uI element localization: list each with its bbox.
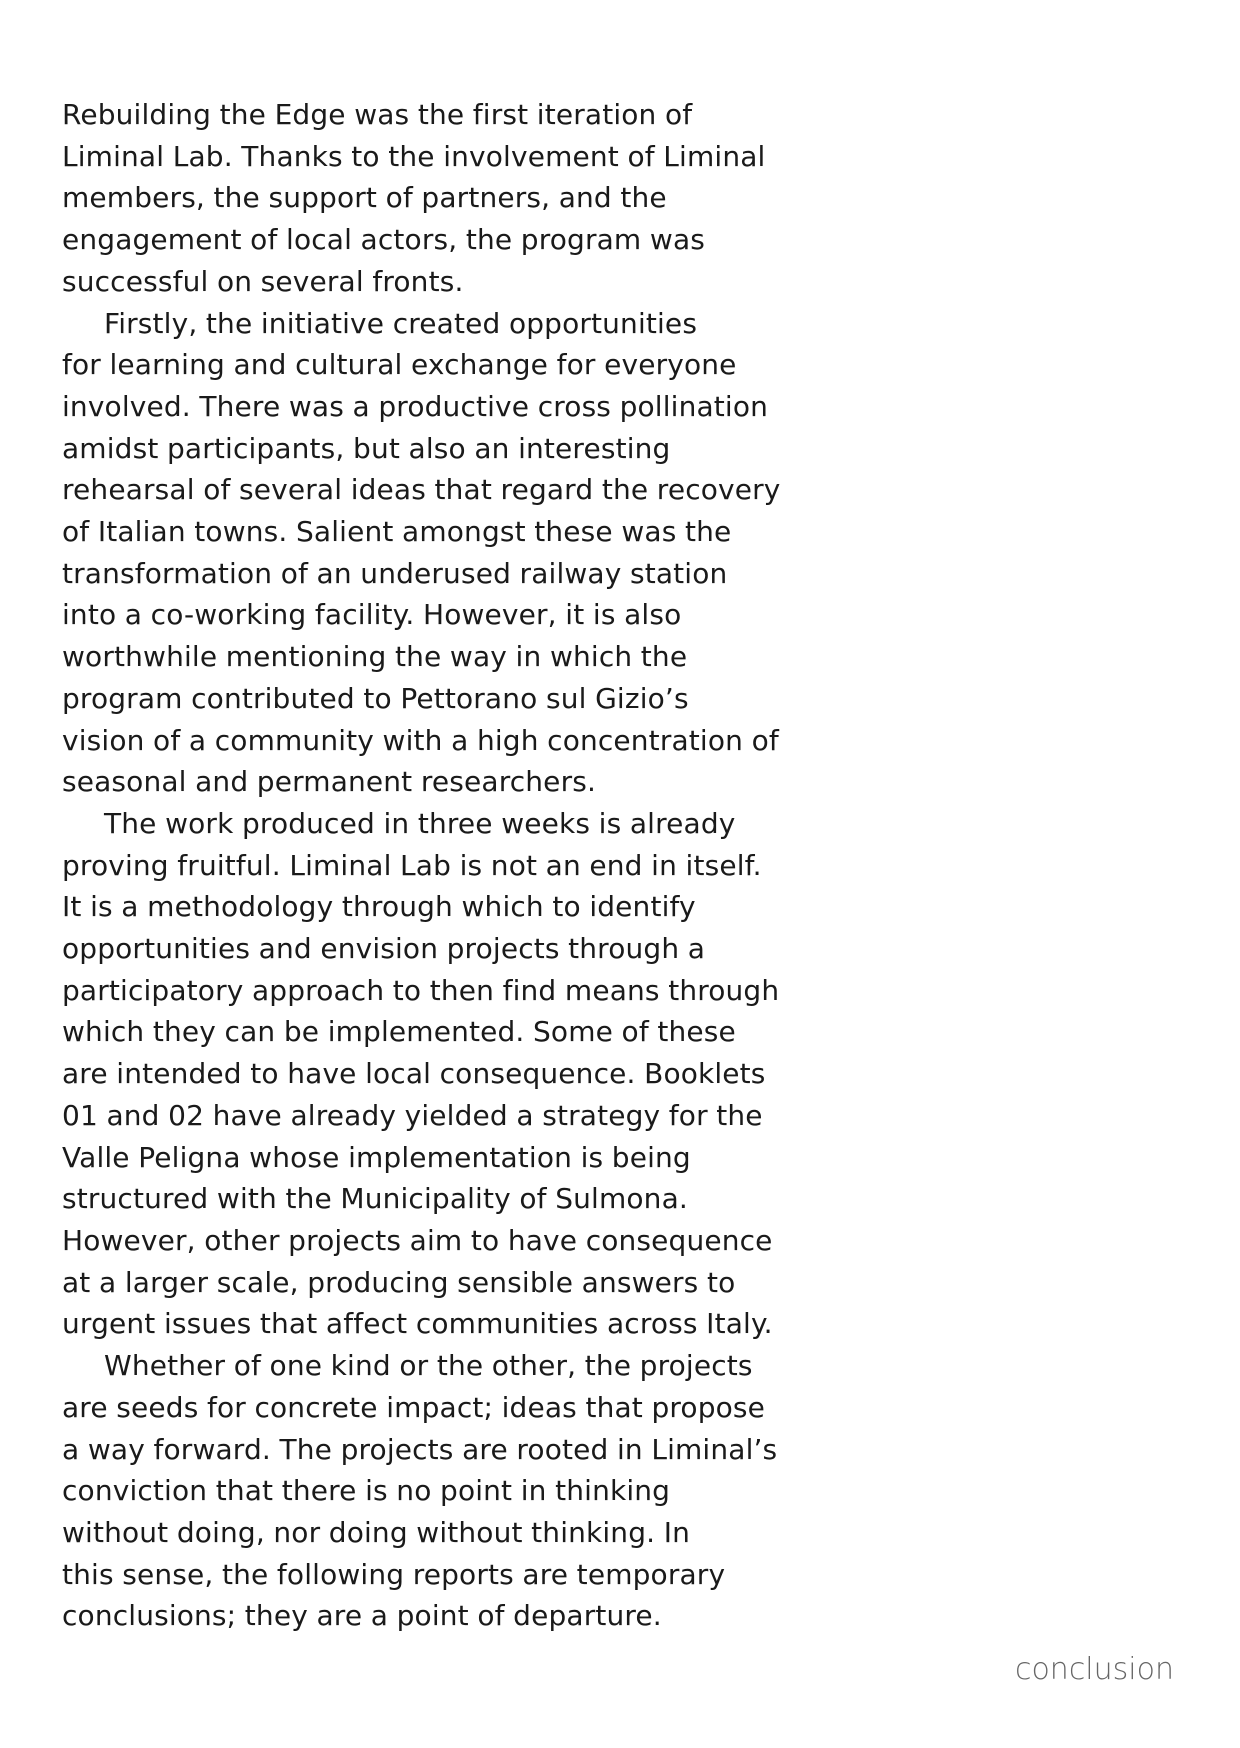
text-line: structured with the Municipality of Sulmona. xyxy=(62,1182,688,1216)
text-line: amidst participants, but also an interesting xyxy=(62,431,671,465)
text-line: involved. There was a productive cross pollination xyxy=(62,389,769,423)
text-line: engagement of local actors, the program was xyxy=(62,223,705,257)
text-line: conclusions; they are a point of departure. xyxy=(62,1599,662,1633)
text-line: successful on several fronts. xyxy=(62,264,464,298)
text-line: However, other projects aim to have consequence xyxy=(62,1223,773,1257)
text-line: which they can be implemented. Some of these xyxy=(62,1015,736,1049)
text-line: Liminal Lab. Thanks to the involvement of Liminal xyxy=(62,139,766,173)
text-line: transformation of an underused railway station xyxy=(62,556,728,590)
text-line: at a larger scale, producing sensible answers to xyxy=(62,1265,736,1299)
text-line: opportunities and envision projects through a xyxy=(62,932,706,966)
text-line: members, the support of partners, and the xyxy=(62,181,667,215)
paragraph-first-line: Firstly, the initiative created opportunities xyxy=(104,306,698,340)
text-line: without doing, nor doing without thinking. In xyxy=(62,1515,691,1549)
text-line: participatory approach to then find means through xyxy=(62,973,780,1007)
text-line: a way forward. The projects are rooted in Liminal’s xyxy=(62,1432,778,1466)
text-line: vision of a community with a high concentration of xyxy=(62,723,779,757)
text-line: Rebuilding the Edge was the first iteration of xyxy=(62,98,693,131)
text-line: Valle Peligna whose implementation is being xyxy=(62,1140,691,1174)
text-line: are seeds for concrete impact; ideas that propose xyxy=(62,1390,766,1424)
section-label: conclusion xyxy=(1014,1652,1174,1687)
text-line: this sense, the following reports are temporary xyxy=(62,1557,726,1591)
text-line: 01 and 02 have already yielded a strategy for the xyxy=(62,1098,763,1132)
paragraph-first-line: Whether of one kind or the other, the projects xyxy=(104,1349,753,1383)
text-line: proving fruitful. Liminal Lab is not an end in itself. xyxy=(62,848,762,882)
text-line: conviction that there is no point in thinking xyxy=(62,1474,671,1508)
text-line: of Italian towns. Salient amongst these was the xyxy=(62,515,732,549)
text-line: seasonal and permanent researchers. xyxy=(62,765,597,799)
text-line: urgent issues that affect communities across Italy. xyxy=(62,1307,773,1341)
text-line: program contributed to Pettorano sul Gizio’s xyxy=(62,681,689,715)
text-line: for learning and cultural exchange for everyone xyxy=(62,348,737,382)
text-line: It is a methodology through which to identify xyxy=(62,890,696,924)
text-line: into a co-working facility. However, it is also xyxy=(62,598,682,632)
text-line: worthwhile mentioning the way in which the xyxy=(62,640,688,674)
text-line: rehearsal of several ideas that regard the recovery xyxy=(62,473,781,507)
paragraph-first-line: The work produced in three weeks is already xyxy=(104,806,736,840)
body-text xyxy=(62,94,822,1637)
text-line: are intended to have local consequence. Booklets xyxy=(62,1057,766,1091)
